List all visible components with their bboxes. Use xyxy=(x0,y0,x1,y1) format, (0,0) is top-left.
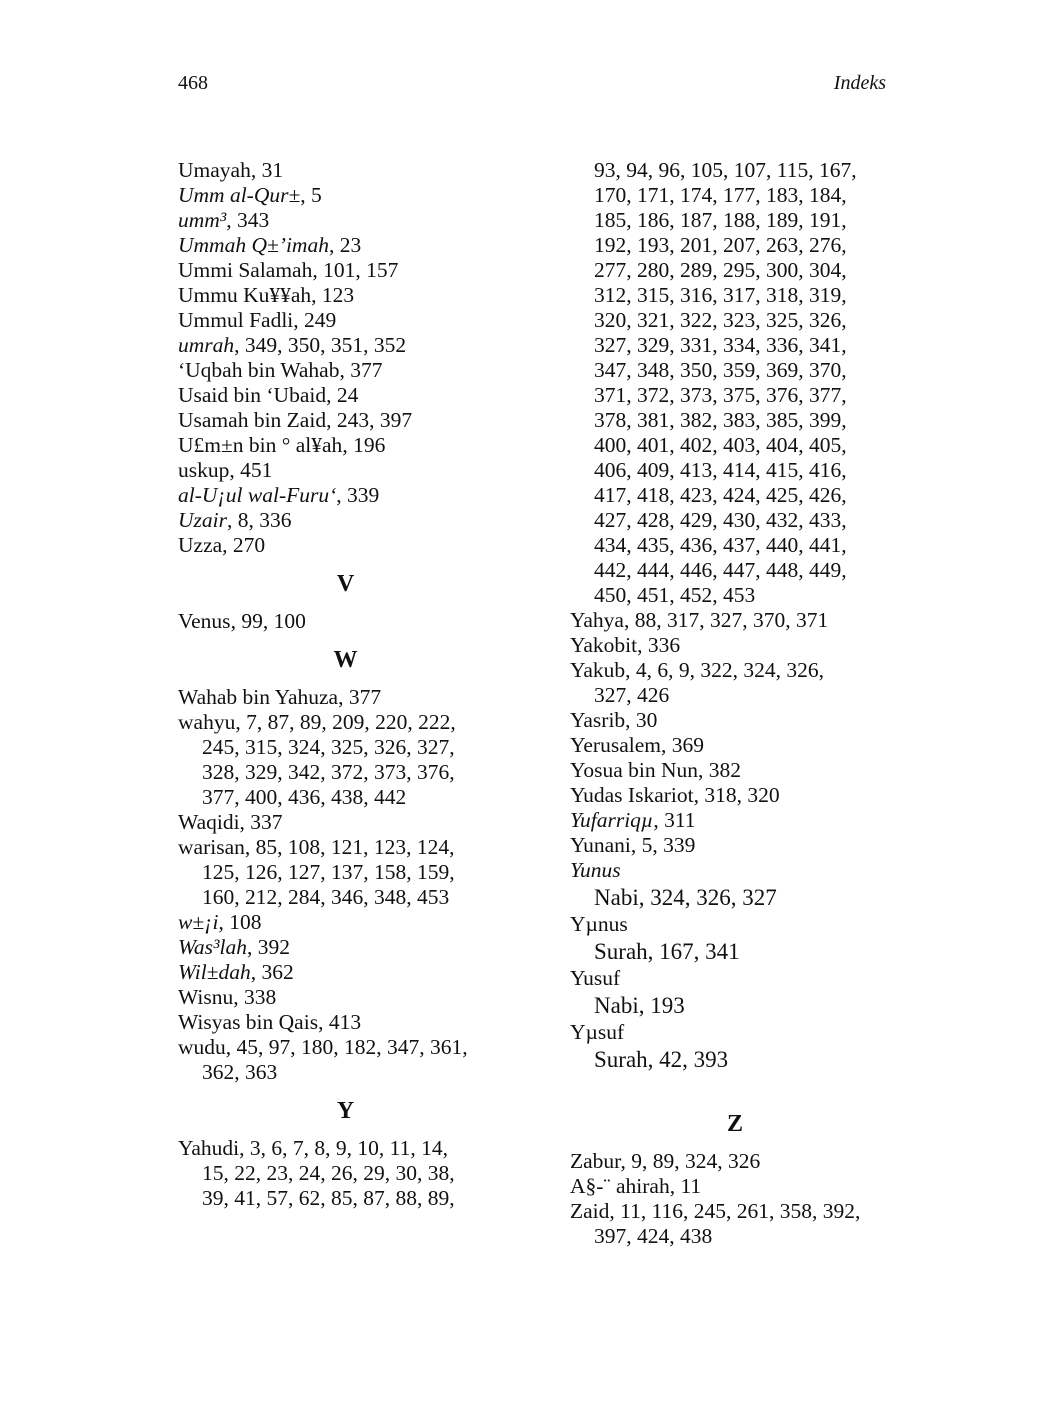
page-refs: , 270 xyxy=(222,533,266,557)
index-entry xyxy=(570,758,900,783)
page-refs: , 23 xyxy=(328,233,362,257)
term: Yunani xyxy=(570,833,631,857)
page-refs: , 318, 320 xyxy=(693,783,780,807)
index-entry xyxy=(178,408,513,433)
index-entry xyxy=(178,208,513,233)
entry-continuation: 362, 363 xyxy=(202,1060,278,1084)
entry-continuation: 406, 409, 413, 414, 415, 416, xyxy=(594,458,847,482)
page-refs: , 369 xyxy=(660,733,704,757)
index-entry: Yahya, 88, 317, 327, 370, 371 xyxy=(570,608,829,632)
term: Uzza xyxy=(178,533,223,557)
index-entry xyxy=(178,609,513,634)
term: Umayah xyxy=(178,158,251,182)
term: Ummul Fadli xyxy=(178,308,294,332)
term: Ummu Ku¥¥ah xyxy=(178,283,312,307)
term: al-U¡ul wal-Furu‘ xyxy=(178,483,337,507)
page-refs: , 362 xyxy=(250,960,294,984)
index-entry xyxy=(178,508,513,533)
index-column-left xyxy=(178,158,513,1211)
index-entry xyxy=(178,283,513,308)
index-entry xyxy=(178,233,513,258)
entry-continuation: 312, 315, 316, 317, 318, 319, xyxy=(594,283,847,307)
page-refs: , 349, 350, 351, 352 xyxy=(234,333,407,357)
index-entry: Yakub, 4, 6, 9, 322, 324, 326, xyxy=(570,658,825,682)
term: Was³lah xyxy=(178,935,247,959)
page-refs: , 5 xyxy=(300,183,322,207)
entry-continuation: 125, 126, 127, 137, 158, 159, xyxy=(202,860,455,884)
term: Usamah bin Zaid xyxy=(178,408,327,432)
index-entry xyxy=(178,1010,513,1035)
page-refs: , 243, 397 xyxy=(326,408,413,432)
index-entry xyxy=(178,960,513,985)
index-entry xyxy=(178,433,513,458)
entry-continuation: 371, 372, 373, 375, 376, 377, xyxy=(594,383,847,407)
entry-continuation: 192, 193, 201, 207, 263, 276, xyxy=(594,233,847,257)
term: umm³ xyxy=(178,208,227,232)
subentry: Surah, 42, 393 xyxy=(594,1047,729,1072)
entry-continuation: 277, 280, 289, 295, 300, 304, xyxy=(594,258,847,282)
index-entry xyxy=(178,985,513,1010)
index-entry xyxy=(178,308,513,333)
page-refs: , 101, 157 xyxy=(312,258,399,282)
index-entry xyxy=(178,483,513,508)
page-refs: , 392 xyxy=(246,935,290,959)
entry-continuation: 400, 401, 402, 403, 404, 405, xyxy=(594,433,847,457)
entry-continuation: 427, 428, 429, 430, 432, 433, xyxy=(594,508,847,532)
index-entry xyxy=(570,833,900,858)
section-letter-w: W xyxy=(333,647,358,673)
index-entry: Yahudi, 3, 6, 7, 8, 9, 10, 11, 14, xyxy=(178,1136,448,1160)
index-entry xyxy=(178,183,513,208)
index-entry: A§-¨ ahirah, 11 xyxy=(570,1174,702,1198)
page-refs: , 339 xyxy=(336,483,380,507)
section-letter-y: Y xyxy=(336,1098,355,1124)
term: Yasrib xyxy=(570,708,626,732)
term: Wisnu xyxy=(178,985,234,1009)
index-entry xyxy=(178,383,513,408)
term: U£m±n bin ° al¥ah xyxy=(178,433,343,457)
entry-continuation: 347, 348, 350, 359, 369, 370, xyxy=(594,358,847,382)
page-refs: , 451 xyxy=(229,458,273,482)
index-entry xyxy=(570,858,900,883)
entry-continuation: 93, 94, 96, 105, 107, 115, 167, xyxy=(594,158,857,182)
entry-continuation: 15, 22, 23, 24, 26, 29, 30, 38, xyxy=(202,1161,455,1185)
entry-continuation: 328, 329, 342, 372, 373, 376, xyxy=(202,760,455,784)
entry-continuation: 320, 321, 322, 323, 325, 326, xyxy=(594,308,847,332)
term: Ummah Q±’imah xyxy=(178,233,329,257)
entry-continuation: 170, 171, 174, 177, 183, 184, xyxy=(594,183,847,207)
index-entry xyxy=(178,533,513,558)
term: ‘Uqbah bin Wahab xyxy=(178,358,340,382)
page-refs: , 377 xyxy=(339,358,383,382)
page-refs: , 311 xyxy=(653,808,696,832)
index-entry: Waqidi, 337 xyxy=(178,810,283,834)
page-refs: , 5, 339 xyxy=(630,833,696,857)
page-refs: , 99, 100 xyxy=(230,609,306,633)
index-entry: Zaid, 11, 116, 245, 261, 358, 392, xyxy=(570,1199,861,1223)
index-entry xyxy=(178,935,513,960)
term: Yufarriqµ xyxy=(570,808,654,832)
page-refs: , 413 xyxy=(318,1010,362,1034)
entry-continuation: 327, 329, 331, 334, 336, 341, xyxy=(594,333,847,357)
entry-continuation: 434, 435, 436, 437, 440, 441, xyxy=(594,533,847,557)
entry-continuation: 327, 426 xyxy=(594,683,670,707)
index-entry xyxy=(570,733,900,758)
term: Yudas Iskariot xyxy=(570,783,694,807)
group-y2 xyxy=(570,708,900,858)
term: Yosua bin Nun xyxy=(570,758,699,782)
page-refs: , 382 xyxy=(698,758,742,782)
running-title: Indeks xyxy=(833,72,886,94)
index-entry: Zabur, 9, 89, 324, 326 xyxy=(570,1149,761,1173)
entry-continuation: 450, 451, 452, 453 xyxy=(594,583,756,607)
index-entry: Yµsuf xyxy=(570,1020,625,1044)
entry-continuation: 378, 381, 382, 383, 385, 399, xyxy=(594,408,847,432)
subentry: Nabi, 193 xyxy=(594,993,685,1018)
page-refs: , 24 xyxy=(326,383,359,407)
term: Usaid bin ‘Ubaid xyxy=(178,383,327,407)
section-letter-z: Z xyxy=(726,1111,743,1137)
group-w2 xyxy=(178,910,513,1035)
index-entry: Yµnus xyxy=(570,912,628,936)
term: Yunus xyxy=(570,858,621,882)
index-entry xyxy=(570,783,900,808)
term: Venus xyxy=(178,609,231,633)
index-column-right xyxy=(570,158,900,1249)
term: Ummi Salamah xyxy=(178,258,313,282)
entry-continuation: 245, 315, 324, 325, 326, 327, xyxy=(202,735,455,759)
group-u xyxy=(178,158,513,558)
index-entry xyxy=(178,458,513,483)
entry-continuation: 397, 424, 438 xyxy=(594,1224,713,1248)
page-refs: , 123 xyxy=(311,283,355,307)
entry-continuation: 377, 400, 436, 438, 442 xyxy=(202,785,407,809)
subentry: Surah, 167, 341 xyxy=(594,939,740,964)
page-refs: , 249 xyxy=(293,308,337,332)
section-letter-v: V xyxy=(336,571,355,597)
index-entry: wudu, 45, 97, 180, 182, 347, 361, xyxy=(178,1035,468,1059)
entry-continuation: 160, 212, 284, 346, 348, 453 xyxy=(202,885,450,909)
page-number: 468 xyxy=(178,72,208,94)
term: w±¡i xyxy=(178,910,219,934)
page-refs: , 108 xyxy=(218,910,262,934)
page-refs: , 196 xyxy=(342,433,386,457)
entry-continuation: 417, 418, 423, 424, 425, 426, xyxy=(594,483,847,507)
entry-continuation: 185, 186, 187, 188, 189, 191, xyxy=(594,208,847,232)
index-entry xyxy=(178,333,513,358)
term: Wisyas bin Qais xyxy=(178,1010,319,1034)
page-refs: , 338 xyxy=(233,985,277,1009)
index-entry: wahyu, 7, 87, 89, 209, 220, 222, xyxy=(178,710,456,734)
entry-continuation: 39, 41, 57, 62, 85, 87, 88, 89, xyxy=(202,1186,455,1210)
page-refs: , 8, 336 xyxy=(226,508,292,532)
index-entry xyxy=(178,258,513,283)
index-entry xyxy=(178,910,513,935)
term: Umm al-Qur± xyxy=(178,183,301,207)
yahudi-continuation xyxy=(570,158,900,608)
page-refs: , 31 xyxy=(250,158,284,182)
index-entry xyxy=(570,808,900,833)
index-entry xyxy=(178,358,513,383)
term: Wil±dah xyxy=(178,960,251,984)
index-entry xyxy=(570,708,900,733)
term: Uzair xyxy=(178,508,227,532)
term: uskup xyxy=(178,458,230,482)
index-entry: Yusuf xyxy=(570,966,621,990)
term: umrah xyxy=(178,333,235,357)
page-refs: , 30 xyxy=(625,708,658,732)
page-refs: , 343 xyxy=(226,208,270,232)
index-entry: Wahab bin Yahuza, 377 xyxy=(178,685,382,709)
subentry: Nabi, 324, 326, 327 xyxy=(594,885,777,910)
group-v xyxy=(178,609,513,634)
index-entry: Yakobit, 336 xyxy=(570,633,681,657)
entry-continuation: 442, 444, 446, 447, 448, 449, xyxy=(594,558,847,582)
index-entry xyxy=(178,158,513,183)
term: Yerusalem xyxy=(570,733,661,757)
index-entry: warisan, 85, 108, 121, 123, 124, xyxy=(178,835,455,859)
